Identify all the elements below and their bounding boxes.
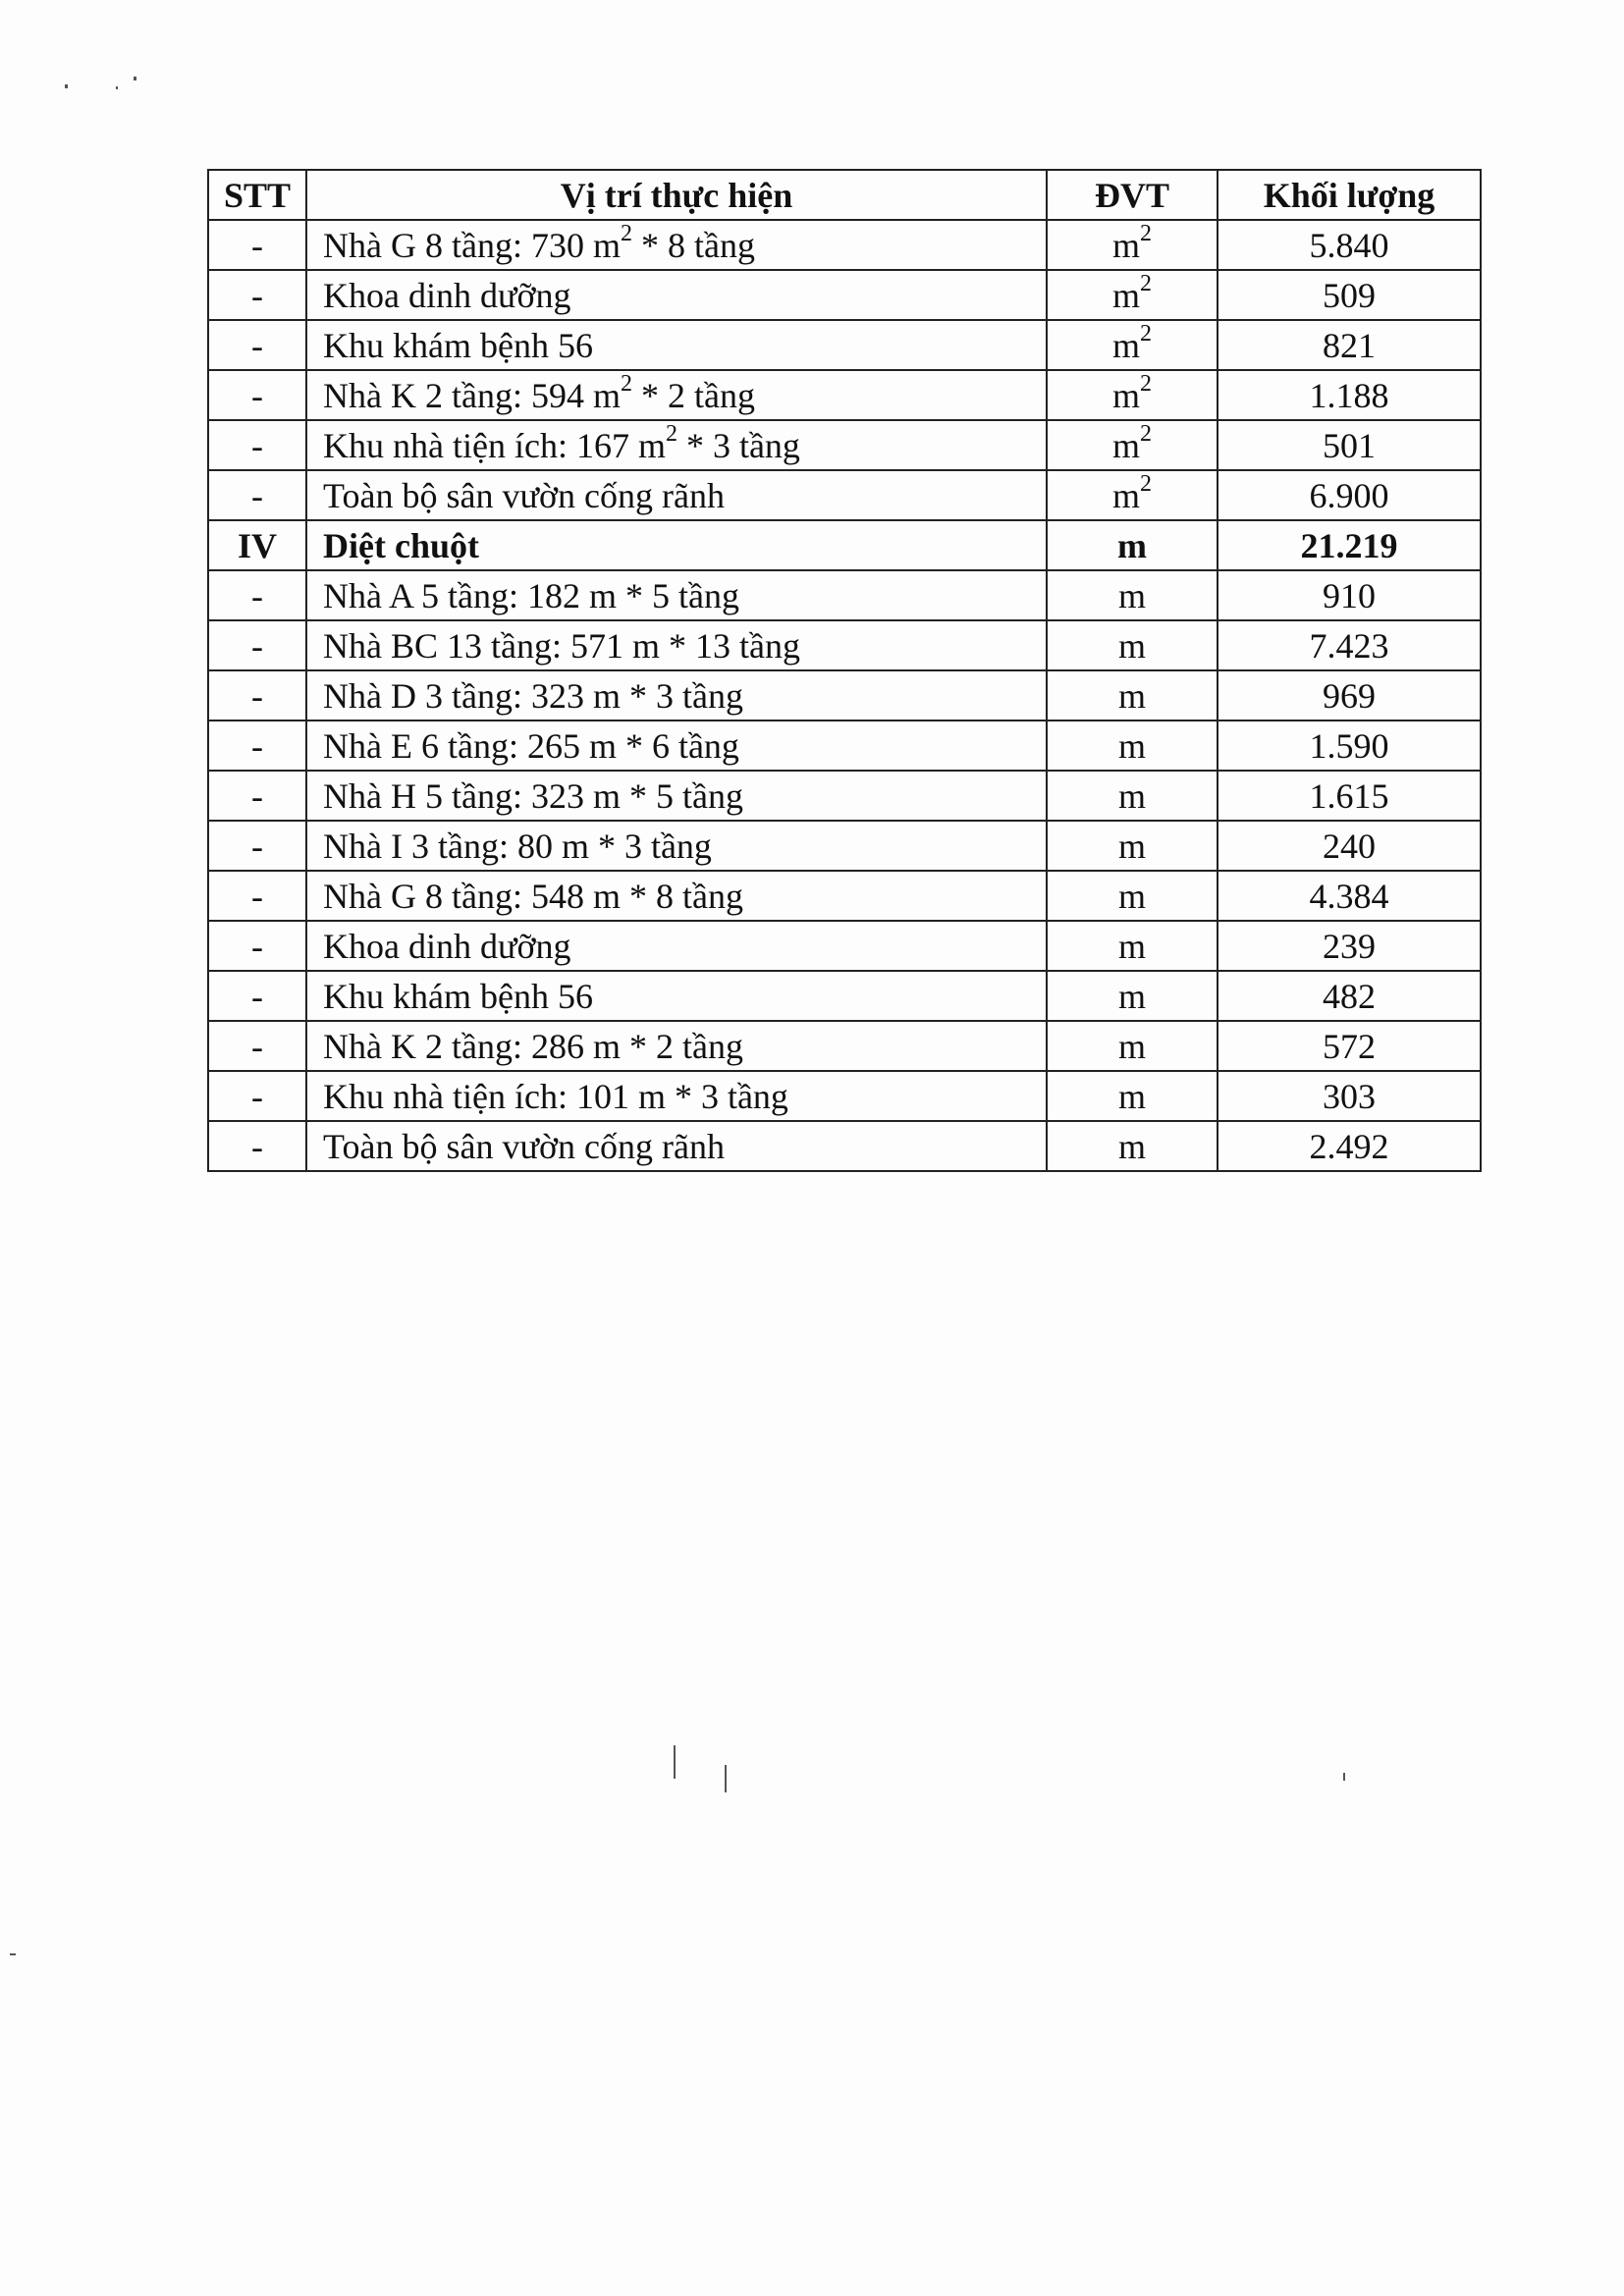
location-text: Nhà G 8 tầng: 548 m * 8 tầng [323, 877, 743, 916]
location-text: Khu nhà tiện ích: 101 m * 3 tầng [323, 1077, 788, 1116]
cell-quantity: 21.219 [1218, 520, 1481, 570]
cell-stt: - [208, 220, 306, 270]
unit-text: m [1117, 927, 1146, 966]
header-unit: ĐVT [1047, 170, 1218, 220]
unit-text: m [1111, 276, 1140, 315]
cell-quantity: 821 [1218, 320, 1481, 370]
cell-unit [1047, 570, 1218, 620]
scan-speck [10, 1953, 16, 1955]
cell-quantity: 2.492 [1218, 1121, 1481, 1171]
table-header-row [208, 170, 1481, 220]
cell-unit [1047, 220, 1218, 270]
table-row [208, 220, 1481, 270]
table-row [208, 420, 1481, 470]
header-quantity: Khối lượng [1218, 170, 1481, 220]
location-text: Khoa dinh dưỡng [323, 927, 571, 966]
cell-unit [1047, 821, 1218, 871]
cell-quantity: 7.423 [1218, 620, 1481, 670]
cell-unit [1047, 1021, 1218, 1071]
table-row [208, 1021, 1481, 1071]
unit-superscript: 2 [1140, 221, 1152, 246]
cell-location [306, 420, 1047, 470]
cell-location [306, 470, 1047, 520]
cell-quantity: 240 [1218, 821, 1481, 871]
scan-speck [674, 1745, 676, 1779]
cell-stt: - [208, 971, 306, 1021]
cell-location [306, 1021, 1047, 1071]
unit-text: m [1117, 676, 1146, 716]
cell-stt: - [208, 570, 306, 620]
table-row [208, 1121, 1481, 1171]
scan-speck [65, 84, 68, 88]
cell-location [306, 921, 1047, 971]
header-location: Vị trí thực hiện [306, 170, 1047, 220]
cell-unit [1047, 270, 1218, 320]
cell-quantity: 4.384 [1218, 871, 1481, 921]
unit-text: m [1117, 526, 1147, 565]
cell-location [306, 821, 1047, 871]
cell-location [306, 220, 1047, 270]
location-text-suffix: * 3 tầng [677, 426, 800, 465]
cell-stt: - [208, 370, 306, 420]
scan-speck [725, 1765, 727, 1792]
cell-quantity: 303 [1218, 1071, 1481, 1121]
location-text: Nhà D 3 tầng: 323 m * 3 tầng [323, 676, 743, 716]
cell-unit [1047, 670, 1218, 721]
table-row [208, 620, 1481, 670]
cell-unit [1047, 771, 1218, 821]
unit-text: m [1111, 326, 1140, 365]
cell-stt: - [208, 420, 306, 470]
location-text: Toàn bộ sân vườn cống rãnh [323, 1127, 725, 1166]
cell-stt: - [208, 670, 306, 721]
cell-unit [1047, 871, 1218, 921]
unit-text: m [1117, 1127, 1146, 1166]
location-text: Toàn bộ sân vườn cống rãnh [323, 476, 725, 515]
cell-location [306, 670, 1047, 721]
table-row [208, 871, 1481, 921]
unit-text: m [1117, 1077, 1146, 1116]
location-text: Khu khám bệnh 56 [323, 326, 593, 365]
cell-quantity: 1.188 [1218, 370, 1481, 420]
location-text-suffix: * 8 tầng [631, 226, 755, 265]
cell-quantity: 910 [1218, 570, 1481, 620]
location-text: Khu nhà tiện ích: 167 m [323, 426, 666, 465]
location-superscript: 2 [620, 221, 632, 246]
table-row [208, 270, 1481, 320]
unit-text: m [1117, 977, 1146, 1016]
cell-unit [1047, 420, 1218, 470]
cell-stt: - [208, 871, 306, 921]
location-text-suffix: * 2 tầng [631, 376, 755, 415]
location-text: Nhà A 5 tầng: 182 m * 5 tầng [323, 576, 739, 615]
cell-stt: - [208, 270, 306, 320]
cell-location [306, 971, 1047, 1021]
unit-superscript: 2 [1140, 271, 1152, 296]
cell-quantity: 509 [1218, 270, 1481, 320]
unit-superscript: 2 [1140, 471, 1152, 497]
cell-unit [1047, 520, 1218, 570]
cell-stt: IV [208, 520, 306, 570]
location-text: Nhà E 6 tầng: 265 m * 6 tầng [323, 726, 739, 766]
cell-location [306, 771, 1047, 821]
scan-speck [116, 86, 118, 89]
location-text: Nhà K 2 tầng: 286 m * 2 tầng [323, 1027, 743, 1066]
table-body [208, 220, 1481, 1171]
unit-text: m [1117, 877, 1146, 916]
cell-location [306, 721, 1047, 771]
location-text: Khu khám bệnh 56 [323, 977, 593, 1016]
cell-unit [1047, 1071, 1218, 1121]
header-stt: STT [208, 170, 306, 220]
unit-text: m [1117, 726, 1146, 766]
unit-superscript: 2 [1140, 321, 1152, 347]
cell-stt: - [208, 1071, 306, 1121]
unit-text: m [1117, 576, 1146, 615]
cell-stt: - [208, 821, 306, 871]
cell-quantity: 1.615 [1218, 771, 1481, 821]
cell-location [306, 1071, 1047, 1121]
cell-stt: - [208, 1121, 306, 1171]
cell-stt: - [208, 470, 306, 520]
table-row [208, 771, 1481, 821]
cell-location [306, 1121, 1047, 1171]
cell-location [306, 320, 1047, 370]
location-text: Nhà H 5 tầng: 323 m * 5 tầng [323, 776, 743, 816]
cell-stt: - [208, 721, 306, 771]
cell-location [306, 570, 1047, 620]
cell-stt: - [208, 771, 306, 821]
table-row [208, 370, 1481, 420]
scan-speck [134, 77, 136, 80]
cell-stt: - [208, 1021, 306, 1071]
table-row [208, 320, 1481, 370]
cell-unit [1047, 971, 1218, 1021]
table-row [208, 670, 1481, 721]
unit-text: m [1111, 226, 1140, 265]
location-superscript: 2 [665, 421, 677, 447]
unit-text: m [1111, 426, 1140, 465]
cell-unit [1047, 370, 1218, 420]
cell-unit [1047, 1121, 1218, 1171]
table-row [208, 821, 1481, 871]
unit-text: m [1117, 1027, 1146, 1066]
cell-quantity: 969 [1218, 670, 1481, 721]
unit-superscript: 2 [1140, 421, 1152, 447]
scan-speck [1343, 1773, 1345, 1781]
unit-text: m [1117, 827, 1146, 866]
location-superscript: 2 [620, 371, 632, 397]
cell-quantity: 501 [1218, 420, 1481, 470]
location-text: Nhà G 8 tầng: 730 m [323, 226, 621, 265]
location-text: Diệt chuột [323, 526, 479, 565]
cell-location [306, 370, 1047, 420]
cell-stt: - [208, 320, 306, 370]
cell-unit [1047, 320, 1218, 370]
cell-stt: - [208, 921, 306, 971]
cell-quantity: 239 [1218, 921, 1481, 971]
table-row [208, 721, 1481, 771]
cell-quantity: 1.590 [1218, 721, 1481, 771]
cell-unit [1047, 620, 1218, 670]
cell-location [306, 520, 1047, 570]
unit-text: m [1117, 776, 1146, 816]
location-text: Nhà BC 13 tầng: 571 m * 13 tầng [323, 626, 800, 666]
unit-superscript: 2 [1140, 371, 1152, 397]
table-row [208, 1071, 1481, 1121]
cell-unit [1047, 721, 1218, 771]
location-text: Khoa dinh dưỡng [323, 276, 571, 315]
cell-unit [1047, 470, 1218, 520]
cell-location [306, 620, 1047, 670]
cell-quantity: 5.840 [1218, 220, 1481, 270]
section-row [208, 520, 1481, 570]
cell-location [306, 871, 1047, 921]
cell-stt: - [208, 620, 306, 670]
location-text: Nhà I 3 tầng: 80 m * 3 tầng [323, 827, 712, 866]
table-row [208, 971, 1481, 1021]
cell-unit [1047, 921, 1218, 971]
cell-quantity: 572 [1218, 1021, 1481, 1071]
cell-quantity: 482 [1218, 971, 1481, 1021]
unit-text: m [1111, 476, 1140, 515]
location-text: Nhà K 2 tầng: 594 m [323, 376, 621, 415]
table-row [208, 470, 1481, 520]
unit-text: m [1111, 376, 1140, 415]
volume-table [207, 169, 1482, 1172]
table-row [208, 570, 1481, 620]
table-row [208, 921, 1481, 971]
unit-text: m [1117, 626, 1146, 666]
cell-quantity: 6.900 [1218, 470, 1481, 520]
cell-location [306, 270, 1047, 320]
